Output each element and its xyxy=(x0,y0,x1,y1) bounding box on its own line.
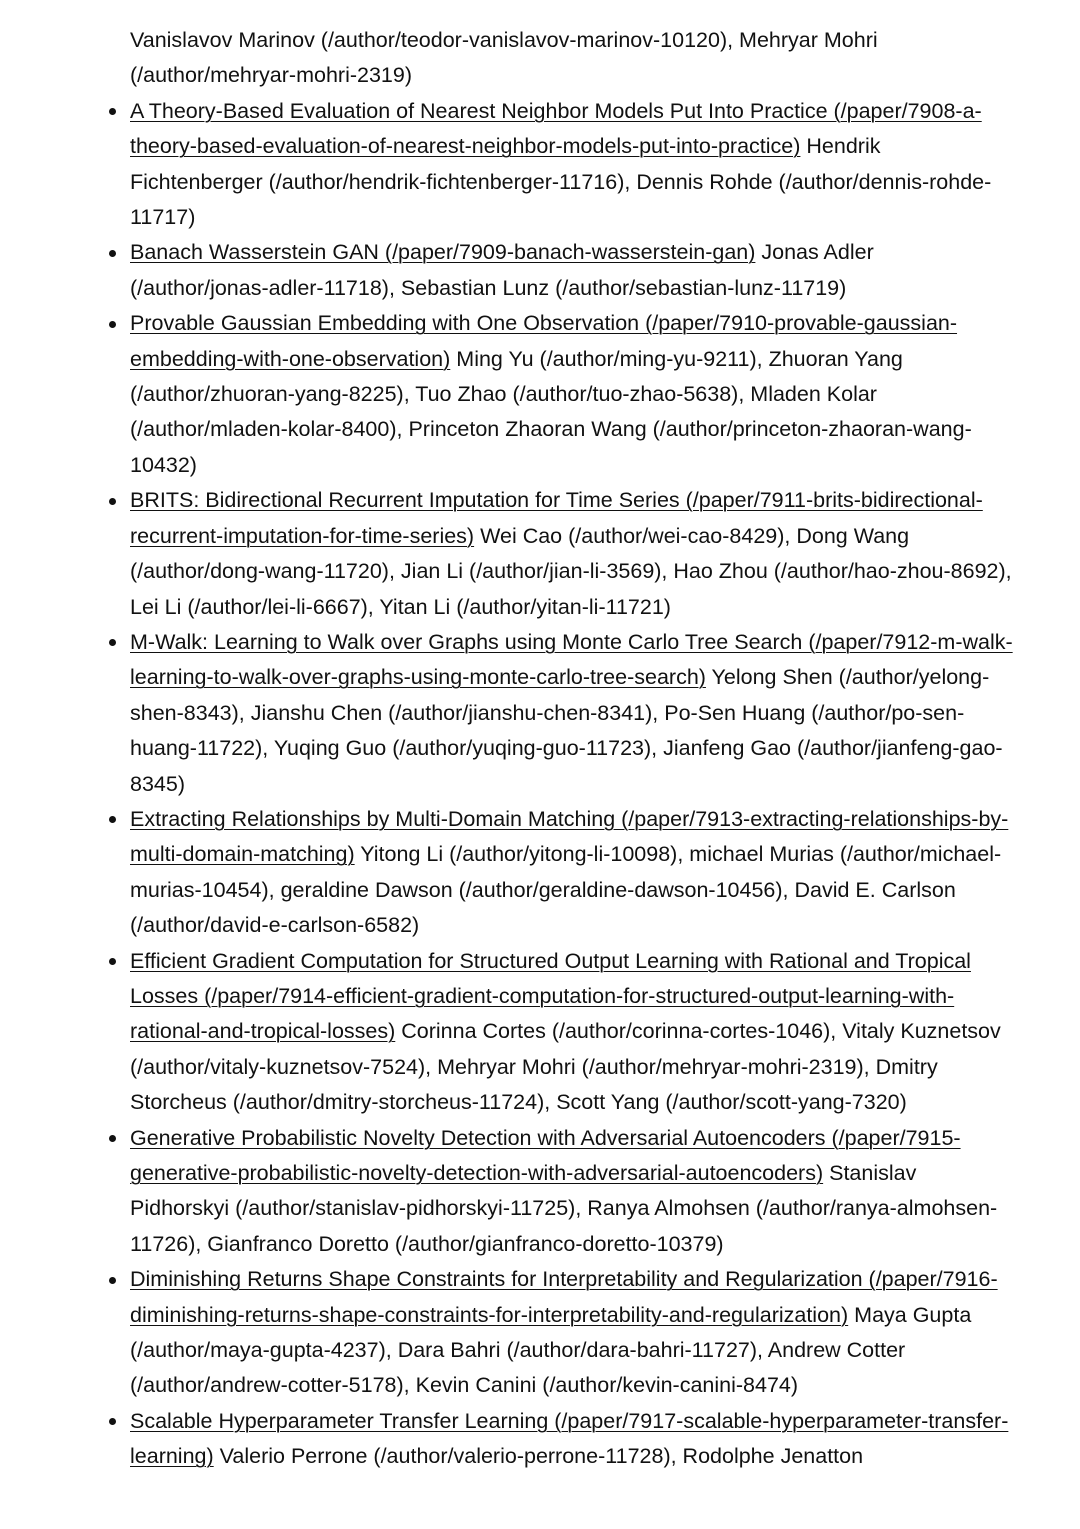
paper-link[interactable]: Scalable Hyperparameter Transfer Learning (/paper/7917-scalable-hyperparameter-transfer-learning) xyxy=(130,1408,1009,1469)
list-item xyxy=(130,94,1015,236)
paper-link[interactable]: A Theory-Based Evaluation of Nearest Neighbor Models Put Into Practice (/paper/7908-a-theory-based-evaluation-of-nearest-neighbor-models-put-into-practice) xyxy=(130,98,982,159)
paper-authors: Maya Gupta (/author/maya-gupta-4237), Dara Bahri (/author/dara-bahri-11727), Andrew Cotter (/author/andrew-cotter-5178), Kevin Canini (/author/kevin-canini-8474) xyxy=(130,1302,972,1398)
paper-authors: Yelong Shen (/author/yelong-shen-8343), Jianshu Chen (/author/jianshu-chen-8341), Po-Sen Huang (/author/po-sen-huang-11722), Yuqing Guo (/author/yuqing-guo-11723), Jianfeng Gao (/author/jianfeng-gao-8345) xyxy=(130,665,1003,796)
paper-link[interactable]: BRITS: Bidirectional Recurrent Imputation for Time Series (/paper/7911-brits-bidirectional-recurrent-imputation-for-time-series) xyxy=(130,488,983,548)
paper-link[interactable]: Generative Probabilistic Novelty Detection with Adversarial Autoencoders (/paper/7915-generative-probabilistic-novelty-detection-with-adversarial-autoencoders) xyxy=(130,1125,961,1185)
list-item xyxy=(130,306,1015,483)
paper-authors: Hendrik Fichtenberger (/author/hendrik-fichtenberger-11716), Dennis Rohde (/author/dennis-rohde-11717) xyxy=(130,134,992,230)
list-item xyxy=(130,483,1015,625)
list-item xyxy=(130,235,1015,306)
paper-link[interactable]: Extracting Relationships by Multi-Domain Matching (/paper/7913-extracting-relationships-by-multi-domain-matching) xyxy=(130,806,1009,867)
paper-authors: Corinna Cortes (/author/corinna-cortes-1046), Vitaly Kuznetsov (/author/vitaly-kuznetsov-7524), Mehryar Mohri (/author/mehryar-mohri-2319), Dmitry Storcheus (/author/dmitry-storcheus-11724), Scott Yang (/author/scott-yang-7320) xyxy=(130,1019,1001,1115)
paper-list-document xyxy=(130,23,1015,1475)
paper-authors: Yitong Li (/author/yitong-li-10098), michael Murias (/author/michael-murias-10454), geraldine Dawson (/author/geraldine-dawson-10456), David E. Carlson (/author/david-e-carlson-6582) xyxy=(130,842,1002,938)
list-item xyxy=(130,1404,1015,1475)
paper-authors: Wei Cao (/author/wei-cao-8429), Dong Wang (/author/dong-wang-11720), Jian Li (/author/jian-li-3569), Hao Zhou (/author/hao-zhou-8692), Lei Li (/author/lei-li-6667), Yitan Li (/author/yitan-li-11721) xyxy=(130,523,1012,619)
paper-link[interactable]: Banach Wasserstein GAN (/paper/7909-banach-wasserstein-gan) xyxy=(130,240,756,265)
paper-link[interactable]: Provable Gaussian Embedding with One Observation (/paper/7910-provable-gaussian-embedding-with-one-observation) xyxy=(130,311,958,371)
paper-authors: Jonas Adler (/author/jonas-adler-11718), Sebastian Lunz (/author/sebastian-lunz-11719) xyxy=(130,240,874,300)
paper-link[interactable]: Diminishing Returns Shape Constraints for Interpretability and Regularization (/paper/7916-diminishing-returns-shape-constraints-for-interpretability-and-regularization) xyxy=(130,1267,998,1327)
list-item xyxy=(130,944,1015,1121)
paper-link[interactable]: Efficient Gradient Computation for Structured Output Learning with Rational and Tropical Losses (/paper/7914-efficient-gradient-computation-for-structured-output-learning-with-rational-and-tropical-losses) xyxy=(130,948,971,1044)
list-item xyxy=(130,802,1015,944)
list-item xyxy=(130,1121,1015,1263)
lead-author-text: Vanislavov Marinov (/author/teodor-vanislavov-marinov-10120), Mehryar Mohri (/author/mehryar-mohri-2319) xyxy=(130,28,878,88)
paper-authors: Valerio Perrone (/author/valerio-perrone-11728), Rodolphe Jenatton xyxy=(219,1444,864,1469)
paper-authors: Stanislav Pidhorskyi (/author/stanislav-pidhorskyi-11725), Ranya Almohsen (/author/ranya-almohsen-11726), Gianfranco Doretto (/author/gianfranco-doretto-10379) xyxy=(130,1161,998,1256)
paper-authors: Ming Yu (/author/ming-yu-9211), Zhuoran Yang (/author/zhuoran-yang-8225), Tuo Zhao (/author/tuo-zhao-5638), Mladen Kolar (/author/mladen-kolar-8400), Princeton Zhaoran Wang (/author/princeton-zhaoran-wang-10432) xyxy=(130,346,972,477)
list-item xyxy=(130,625,1015,802)
paper-list xyxy=(130,94,1015,1475)
paper-link[interactable]: M-Walk: Learning to Walk over Graphs using Monte Carlo Tree Search (/paper/7912-m-walk-learning-to-walk-over-graphs-using-monte-carlo-tree-search) xyxy=(130,629,1013,690)
list-item xyxy=(130,1262,1015,1404)
